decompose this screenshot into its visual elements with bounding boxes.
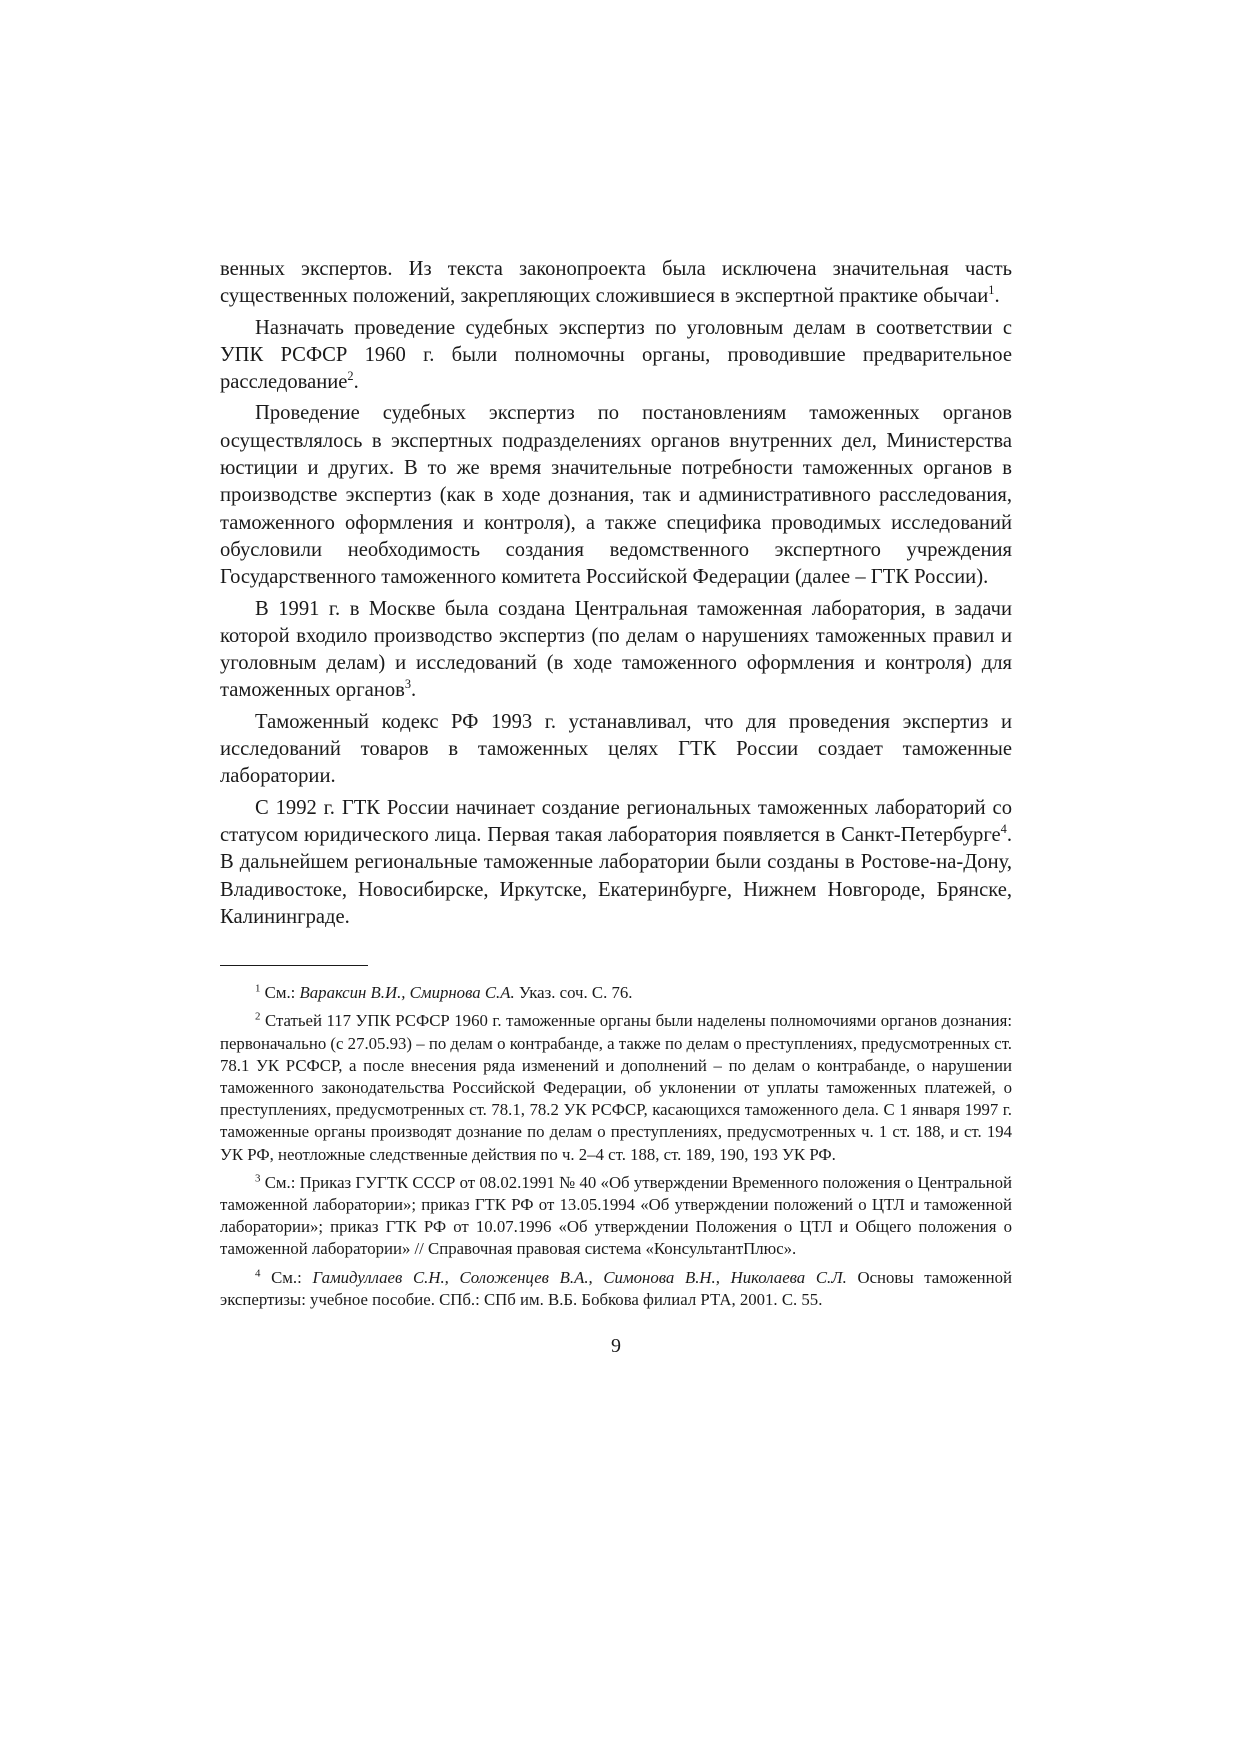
page-number: 9	[611, 1334, 621, 1357]
footnote-number: 1	[255, 982, 261, 995]
footnote-authors: Вараксин В.И., Смирнова С.А.	[299, 983, 515, 1003]
paragraph-1: венных экспертов. Из текста законопроекта была исключена значительная часть существенных положений, закрепляющих сложившиеся в экспертной практике обычаи$^1$.	[220, 258, 1012, 308]
paragraph-3: Проведение судебных экспертиз по постановлениям таможенных органов осуществлялось в экспертных подразделениях органов внутренних дел, Министерства юстиции и других. В то же время значительные потребности таможенных органов в производстве экспертиз (как в ходе дознания, так и административного расследования, таможенного оформления и контроля), а также специфика проводимых исследований обусловили необходимость создания ведомственного экспертного учреждения Государственного таможенного комитета Российской Федерации (далее – ГТК России).	[220, 402, 1012, 589]
footnote-number: 3	[255, 1172, 261, 1185]
footnote-authors: Гамидуллаев С.Н., Соложенцев В.А., Симонова В.Н., Николаева С.Л.	[312, 1267, 847, 1287]
footnote-2: $^2$ Статьей 117 УПК РСФСР 1960 г. таможенные органы были наделены полномочиями органов дознания: первоначально (с 27.05.93) – по делам о контрабанде, а также по делам о преступлениях, предусмотренных ст. 78.1 УК РСФСР, а после внесения ряда изменений и дополнений – по делам о контрабанде, о нарушении таможенного законодательства Российской Федерации, об уклонении от уплаты таможенных платежей, о преступлениях, предусмотренных ст. 78.1, 78.2 УК РСФСР, касающихся таможенного дела. С 1 января 1997 г. таможенные органы производят дознание по делам о преступлениях, предусмотренных ч. 1 ст. 188, и ст. 194 УК РФ, неотложные следственные действия по ч. 2–4 ст. 188, ст. 189, 190, 193 УК РФ.	[220, 1010, 1012, 1164]
footnote-ref-3: 3	[404, 677, 412, 692]
footnote-ref-1: 1	[988, 283, 995, 298]
footnote-3: $^3$ См.: Приказ ГУГТК СССР от 08.02.1991 № 40 «Об утверждении Временного положения о Центральной таможенной лаборатории»; приказ ГТК РФ от 13.05.1994 «Об утверждении положений о ЦТЛ и таможенной лаборатории»; приказ ГТК РФ от 10.07.1996 «Об утверждении Положения о ЦТЛ и Общего положения о таможенной лаборатории» // Справочная правовая система «КонсультантПлюс».	[220, 1172, 1013, 1259]
main-text	[220, 256, 1012, 931]
footnote-number: 2	[255, 1010, 261, 1023]
paragraph-6: С 1992 г. ГТК России начинает создание региональных таможенных лабораторий со статусом юридического лица. Первая такая лаборатория появляется в Санкт-Петербурге$^4$. В дальнейшем региональные таможенные лаборатории были созданы в Ростове-на-Дону, Владивостоке, Новосибирске, Иркутске, Екатеринбурге, Нижнем Новгороде, Брянске, Калининграде.	[220, 796, 1012, 928]
footnote-separator	[220, 965, 368, 966]
footnote-ref-4: 4	[1000, 822, 1007, 837]
footnotes	[220, 982, 1012, 1311]
footnote-4: $^4$ См.: Гамидуллаев С.Н., Соложенцев В.А., Симонова В.Н., Николаева С.Л. Основы таможенной экспертизы: учебное пособие. СПб.: СПб им. В.Б. Бобкова филиал РТА, 2001. С. 55.	[220, 1266, 1012, 1309]
footnote-number: 4	[255, 1266, 261, 1279]
paragraph-5: Таможенный кодекс РФ 1993 г. устанавливал, что для проведения экспертиз и исследований товаров в таможенных целях ГТК России создает таможенные лаборатории.	[220, 710, 1012, 788]
book-page	[220, 256, 1012, 1358]
paragraph-4: В 1991 г. в Москве была создана Центральная таможенная лаборатория, в задачи которой входило производство экспертиз (по делам о нарушениях таможенных правил и уголовным делам) и исследований (в ходе таможенного оформления и контроля) для таможенных органов$^3$.	[220, 597, 1012, 702]
footnote-1: $^1$ См.: Вараксин В.И., Смирнова С.А. Указ. соч. С. 76.	[255, 982, 633, 1003]
paragraph-2: Назначать проведение судебных экспертиз по уголовным делам в соответствии с УПК РСФСР 1960 г. были полномочны органы, проводившие предварительное расследование$^2$.	[220, 316, 1012, 394]
footnote-ref-2: 2	[347, 369, 354, 384]
